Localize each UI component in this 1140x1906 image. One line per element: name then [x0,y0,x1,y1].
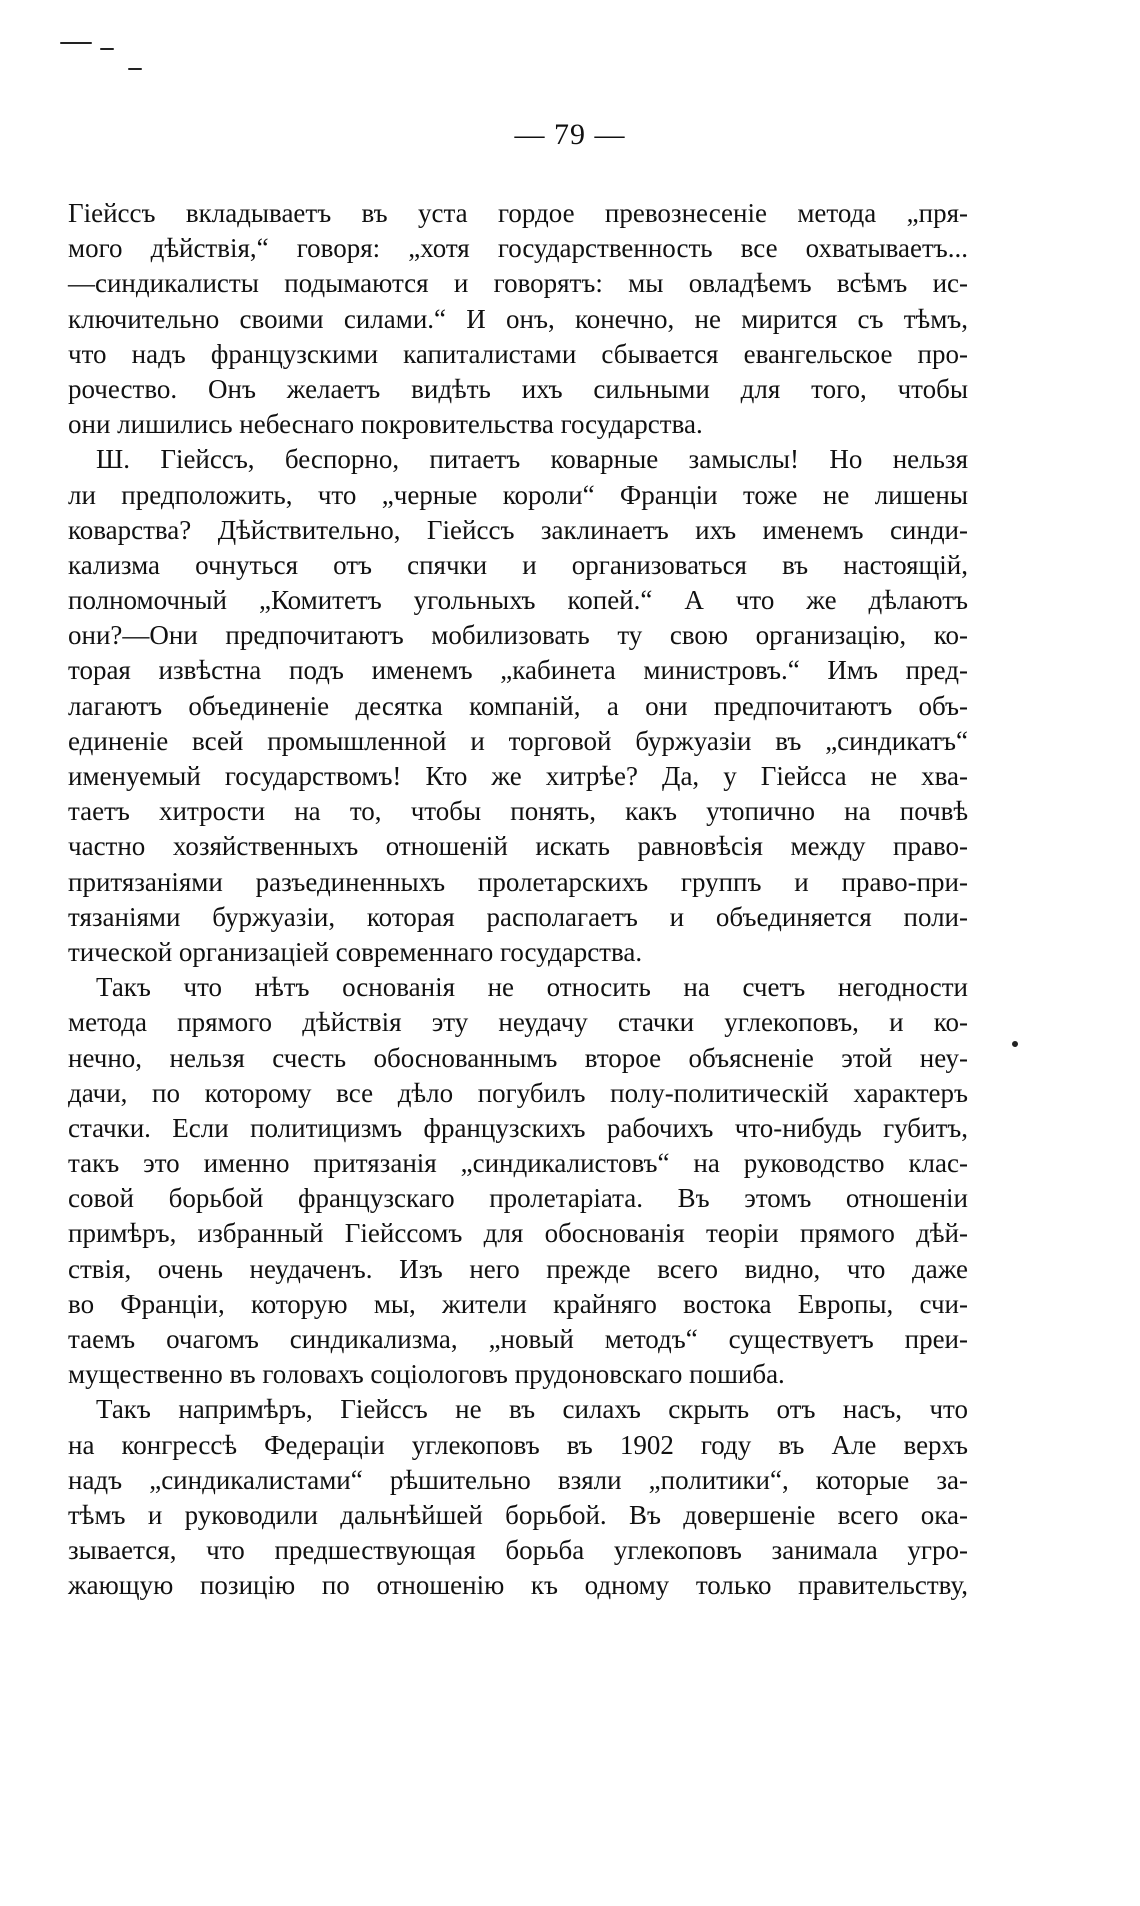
text-line: метода прямого дѣйствiя эту неудачу стачки углекоповъ, и ко- [68,1007,968,1038]
text-line: единенiе всей промышленной и торговой буржуазiи въ „синдикатъ“ [68,725,968,756]
text-line: надъ „синдикалистами“ рѣшительно взяли „политики“, которые за- [68,1464,968,1495]
text-line: примѣръ, избранный Гiейссомъ для обоснованiя теорiи прямого дѣй- [68,1218,968,1249]
text-line: зывается, что предшествующая борьба углекоповъ занимала угро- [68,1535,968,1566]
text-line: стачки. Если политицизмъ французскихъ рабочихъ что-нибудь губитъ, [68,1112,968,1143]
text-line: частно хозяйственныхъ отношенiй искать равновѣсiя между право- [68,831,968,862]
scan-speck [60,42,92,44]
text-line: Гiейссъ вкладываетъ въ уста гордое превознесенiе метода „пря- [68,198,968,228]
text-line: они?—Они предпочитаютъ мобилизовать ту свою организацiю, ко- [68,620,968,651]
text-line: что надъ французскими капиталистами сбывается евангельское про- [68,338,968,369]
text-line: —синдикалисты подымаются и говорятъ: мы овладѣемъ всѣмъ ис- [68,268,968,299]
text-line: кализма очнуться отъ спячки и организоваться въ настоящiй, [68,549,968,580]
text-line: ключительно своими силами.“ И онъ, конечно, не мирится съ тѣмъ, [68,303,968,334]
margin-dot [1012,1041,1018,1047]
text-line: нечно, нельзя счесть обоснованнымъ второе объясненiе этой неу- [68,1042,968,1073]
text-line: во Францiи, которую мы, жители крайняго востока Европы, счи- [68,1288,968,1319]
text-line: тязанiями буржуазiи, которая располагаетъ и объединяется поли- [68,901,968,932]
text-line: мого дѣйствiя,“ говоря: „хотя государственность все охватываетъ... [68,233,968,264]
text-line: Ш. Гiейссъ, беспорно, питаетъ коварные замыслы! Но нельзя [96,444,968,475]
text-line: Такъ что нѣтъ основанiя не относить на счетъ негодности [96,972,968,1003]
text-line: совой борьбой французскаго пролетарiата. Въ этомъ отношенiи [68,1183,968,1214]
text-line: полномочный „Комитетъ угольныхъ копей.“ А что же дѣлаютъ [68,585,968,616]
text-line: таемъ очагомъ синдикализма, „новый методъ“ существуетъ преи- [68,1324,968,1354]
text-line: ли предположить, что „черные короли“ Францiи тоже не лишены [68,479,968,510]
text-line: именуемый государствомъ! Кто же хитрѣе? Да, у Гiейсса не хва- [68,761,968,791]
scan-speck [128,68,142,70]
page-body-text [68,196,968,1604]
text-line: лагаютъ объединенiе десятка компанiй, а они предпочитаютъ объ- [68,690,968,721]
page-number: — 79 — [514,118,626,151]
text-line: мущественно въ головахъ соцiологовъ прудоновскаго пошиба. [68,1359,785,1390]
text-line: они лишились небеснаго покровительства государства. [68,409,703,440]
text-line: таетъ хитрости на то, чтобы понять, какъ утопично на почвѣ [68,796,968,827]
text-line: коварства? Дѣйствительно, Гiейссъ заклинаетъ ихъ именемъ синди- [68,514,968,545]
text-line: жающую позицiю по отношенiю къ одному только правительству, [68,1570,968,1601]
text-line: рочество. Онъ желаетъ видѣть ихъ сильными для того, чтобы [68,373,968,404]
text-line: тической организацiей современнаго государства. [68,936,643,967]
text-line: дачи, по которому все дѣло погубилъ полу-политическiй характеръ [68,1077,968,1108]
text-line: такъ это именно притязанiя „синдикалистовъ“ на руководство клас- [68,1148,968,1179]
scan-speck [100,48,114,50]
text-line: тѣмъ и руководили дальнѣйшей борьбой. Въ довершенiе всего ока- [68,1499,968,1530]
text-line: Такъ напримѣръ, Гiейссъ не въ силахъ скрыть отъ насъ, что [96,1394,968,1425]
text-line: торая извѣстна подъ именемъ „кабинета министровъ.“ Имъ пред- [68,655,968,686]
text-line: ствiя, очень неудаченъ. Изъ него прежде всего видно, что даже [68,1253,968,1284]
text-line: на конгрессѣ Федерацiи углекоповъ въ 1902 году въ Але верхъ [68,1429,968,1460]
text-line: притязанiями разъединенныхъ пролетарскихъ группъ и право-при- [68,866,968,897]
